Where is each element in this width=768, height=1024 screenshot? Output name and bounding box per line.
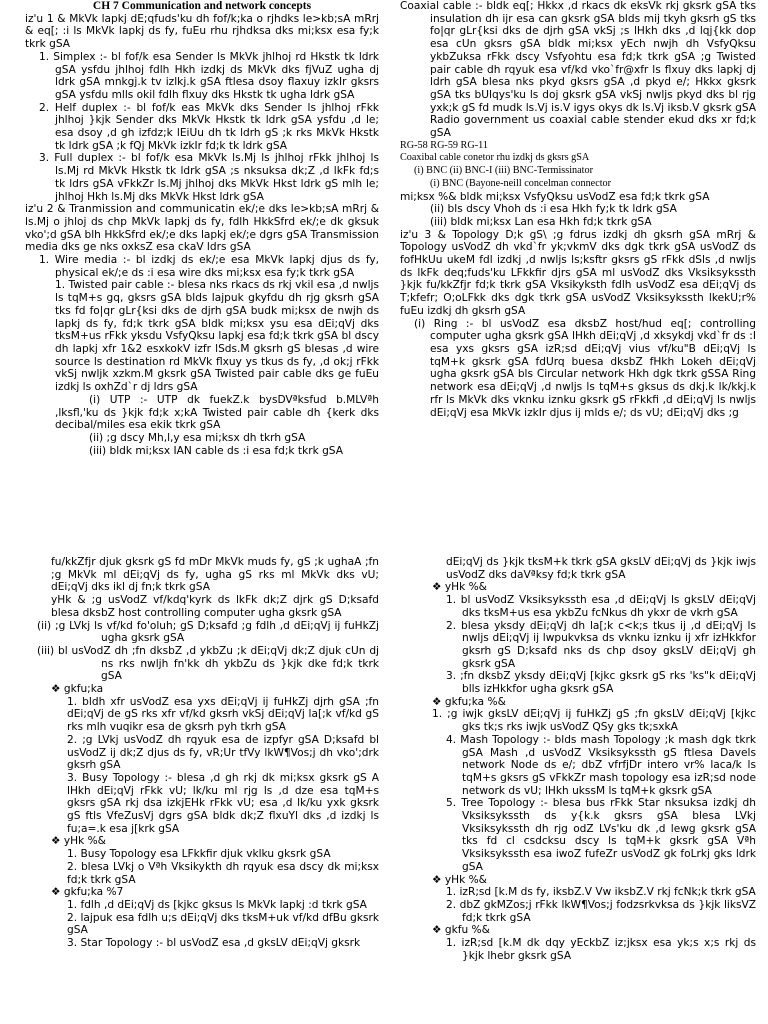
paragraph: iz'u 2 & Tranmission and communicatin ek/;e dks le>kb;sA mRrj & ls.Mj o jhloj ds chp MkVk lapkj ds fy, fdlh HkkSfrd ek/;e dk gksuk vko';d gSA blh HkkSfrd ek/;e dks lapkj ek/;e dgrs gSA Transmission media dks ge nks oxksZ esa ckaV ldrs gSA (25, 203, 379, 254)
paragraph: (ii) bls dscy Vhoh ds :i esa Hkh fy;k tk ldrk gSA (430, 203, 677, 216)
paragraph: 2. ;g LVkj usVodZ dh rqyuk esa de izpfyr gSA D;ksafd bl usVodZ ij dk;Z djus ds fy, vR;Ur tfVy lkW¶Vos;j dh vko';drk gksrh gSA (67, 733, 379, 772)
paragraph: RG-58 RG-59 RG-11 (400, 139, 488, 151)
paragraph: yHk & ;g usVodZ vf/kdq'kyrk ds lkFk dk;Z djrk gS D;ksafd blesa dksbZ host controlling computer ugha gksrk gSA (51, 594, 379, 619)
paragraph: (i) BNC (Bayone-neill concelman connector (430, 177, 612, 189)
paragraph: 3. Star Topology :- bl usVodZ esa ,d gksLV dEi;qVj gksrk (67, 937, 361, 950)
paragraph: (i) BNC (ii) BNC-I (iii) BNC-Termissinator (414, 165, 593, 177)
paragraph: fu/kkZfjr djuk gksrk gS fd mDr MkVk muds fy, gS ;k ughaA ;fn ;g MkVk ml dEi;qVj ds fy, ugha gS rks ml MkVk dks vU; dEi;qVj dks ikl dj fn;k tkrk gSA (51, 556, 379, 594)
paragraph: 2. blesa yksdy dEi;qVj dh la[;k c<k;s tkus ij ,d dEi;qVj ls nwljs dEi;qVj ij lwpukvksa ds vknku iznku ij xfr izHkkfor gksrh gS D;ksafd nks ds chp dsoy gksLV dEi;qVj gh gksrk gSA (446, 619, 756, 670)
paragraph: 1. Wire media :- bl izdkj ds ek/;e esa MkVk lapkj djus ds fy, physical ek/;e ds :i esa wire dks mi;ksx esa fy;k tkrk gSA (39, 254, 379, 279)
page-upper-left-column (25, 0, 379, 457)
paragraph: ❖ gkfu %& (432, 924, 490, 937)
paragraph: mi;ksx %& bldk mi;ksx VsfyQksu usVodZ esa fd;k tkrk gSA (400, 190, 710, 203)
paragraph: 1. Twisted pair cable :- blesa nks rkacs ds rkj vkil esa ,d nwljs ls tqM+s gq, gksrs gSA blds lajpuk gkyfdu dh rjg gksrh gSA tks fd fo|qr gLr{ksi dks de djrh gSA budk mi;ksx de nwjh ds lapkj ds fy, fd;k tkrk gSA bldk mi;ksx ysu esa dEi;qVj dks tksM+us rFkk yksdu VsfyQksu lapkj esa fd;k tkrk gSA bl dscy dh lapkj xfr 1&2 esxkokV izfr lSds.M gksrh gS blesas ,d wire source ls destination rd MkVk flxuy ys tkus ds fy, ,d ok;j rFkk vkSj nwljk xzkm.M gksrk gSA Twisted pair cable dks ge fuEu izdkj ls oxhZd`r dj ldrs gSA (55, 279, 379, 394)
paragraph: dEi;qVj ds }kjk tksM+k tkrk gSA gksLV dEi;qVj ds }kjk iwjs usVodZ dks daVªksy fd;k tkrk gSA (446, 556, 756, 581)
paragraph: 4. Mash Topology :- blds mash Topology ;k mash dgk tkrk gSA Mash ,d usVodZ Vksiksykssth gS ftlesa Davels network Node ds e/; dbZ vfrfjDr intero vr% laca/k ls tqM+s gksrs gS vFkkZr mash topology esa izR;sd node network ds vU; lHkh ukssM ls tqM+k gksrk gSA (446, 733, 756, 797)
paragraph: 1. bl usVodZ Vksiksykssth esa ,d dEi;qVj ls gksLV dEi;qVj dks tksM+us esa ykbZu fcNkus dh ykxr de vkrh gSA (446, 594, 756, 619)
paragraph: (i) Ring :- bl usVodZ esa dksbZ host/hud eq[; controlling computer ugha gksrk gSA lHkh dEi;qVj ,d xksykdj vkd`fr ds :I esa yxs gksrs gSA izR;sd dEi;qVj vius vf/ku"B dEi;qVj ls tqM+k gksrk gSA fdUrq buesa dksbZ fHkh Lokeh dEi;qVj ugha gksrk gSA bls Circular network Hkh dgk tkrk gSSA Ring network esa dEi;qVj ,d nwljs ls tqM+s gksus ds dkj.k lk/kkj.k rfr ls MkVk dks vknku iznku gksrk gS rFkkfi ,d dEi;qVj ls nwljs dEi;qVj esa MkVk izkIr djus ij mlds e/; ds vU; dEi;qVj dks ;g (414, 317, 756, 419)
paragraph: ❖ gkfu;ka %7 (51, 886, 124, 899)
paragraph: 1. Simplex :- bl fof/k esa Sender ls MkVk jhlhoj rd Hkstk tk ldrk gSA ysfdu jhlhoj fdlh Hkh izdkj ds MkVk dks fjVuZ ugha dj ldrk gSA mnkgj.k tv izlkj.k gSA ftlesa dsoy flaxuy izkIr gksrs gSA ysfdu mlls okil fdlh flxuy dks Hkstk tk ugha ldrk gSA (39, 50, 379, 101)
paragraph: 2. Helf duplex :- bl fof/k eas MkVk dks Sender ls jhlhoj rFkk jhlhoj }kjk Sender dks MkVk Hkstk tk ldrk gSA ysfdu ,d le; esa dsoy ,d gh izfdz;k lEiUu dh tk ldrh gS ;k rks MkVk Hkstk tk ldrk gSA ;k fQj MkVk izkIr fd;k tk ldrk gSA (39, 101, 379, 152)
paragraph: 5. Tree Topology :- blesa bus rFkk Star nksuksa izdkj dh Vksiksykssth ds y{k.k gksrs gSA blesa LVkj Vksiksykssth dh rjg odZ LVs'ku dk ,d lewg gksrk gSA tks fd cl csdcksu dscy ls tqM+k gksrk gSA Vªh Vksiksykssth esa iwoZ fufeZr usVodZ gk foLrkj gks ldrk gSA (446, 797, 756, 873)
paragraph: 1. bldh xfr usVodZ esa yxs dEi;qVj ij fuHkZj djrh gSA ;fn dEi;qVj de gS rks xfr vf/kd gksrh vkSj dEi;qVj la[;k vf/kd gS rks mlh vuqikr esa de gksrh pyh tkrh gSA (67, 695, 379, 734)
paragraph: 1. izR;sd [k.M ds fy, iksbZ.V Vw iksbZ.V rkj fcNk;k tkrk gSA (446, 886, 756, 899)
paragraph: 2. dbZ gkMZos;j rFkk lkW¶Vos;j fodzsrkvksa ds }kjk liksVZ fd;k tkrk gSA (446, 898, 756, 924)
paragraph: ❖ yHk %& (432, 581, 487, 594)
paragraph: 1. ;g iwjk gksLV dEi;qVj ij fuHkZj gS ;fn gksLV dEi;qVj [kjkc gks tk;s rks iwjk usVodZ QSy gks tk;sxkA (432, 708, 756, 734)
page-lower-right-column (432, 556, 756, 963)
paragraph: 1. Busy Topology esa LFkkfir djuk vklku gksrk gSA (67, 848, 331, 861)
paragraph: 1. izR;sd [k.M dk dqy yEckbZ iz;jksx esa yk;s x;s rkj ds }kjk lhebr gksrk gSA (446, 937, 756, 962)
paragraph: (ii) ;g LVkj ls vf/kd fo'oluh; gS D;ksafd ;g fdlh ,d dEi;qVj ij fuHkZj ugha gksrk gSA (37, 619, 379, 645)
page-break (0, 532, 768, 556)
paragraph: 3. Full duplex :- bl fof/k esa MkVk ls.Mj ls jhlhoj rFkk jhlhoj ls ls.Mj rd MkVk Hkstk tk ldrk gSA ;s nksuksa dk;Z ,d lkFk fd;s tk ldrs gSA vFkkZr ls.Mj jhlhoj dks MkVk Hkst ldrk gS mlh le; jhlhoj Hkh ls.Mj dks MkVk Hkst ldrk gSA (39, 152, 379, 203)
paragraph: (iii) bldk mi;ksx Lan esa Hkh fd;k tkrk gSA (430, 215, 652, 228)
paragraph: ❖ yHk %& (432, 873, 487, 886)
paragraph: Coaxibal cable conetor rhu izdkj ds gksrs gSA (400, 152, 590, 164)
paragraph: ❖ gkfu;ka (51, 683, 104, 696)
paragraph: 3. Busy Topology :- blesa ,d gh rkj dk mi;ksx gksrk gS A lHkh dEi;qVj rFkk vU; lk/ku ml rjg ls ,d dze esa tqM+s gksrs gSA rkj dsa izkjEHk rFkk vU; esa ,d lk/ku yxk gksrk gS ftls VfeZusVj dgrs gSA bldk dk;Z flxuYl dks ,d izdkj ls fu;a=.k esa j[krk gSA (67, 771, 379, 835)
paragraph: iz'u 3 & Topology D;k gS\ ;g fdrus izdkj dh gksrh gSA mRrj & Topology usVodZ dh vkd`fr yk;vkmV dks dgk tkrk gSA usVodZ ds fofHkUu ukeM fdl izdkj ,d nwljs ls;ksftr gksrs gS rFkk dSls ,d nwljs ds lkFk deq;fuds'ku LFkkfir djrs gSA ml usVodZ dks Vksiksykssth }kjk fu/kkZfjr fd;k tkrk gSA Vksikyksth fdlh usVodZ esa dEi;qVj ds T;kfefr; O;oLFkk dks dgk tkrk gSA usVodZ Vksiksykssth lkekU;r% fuEu izdkj dh gksrh gSA (400, 228, 756, 317)
paragraph: 2. lajpuk esa fdlh u;s dEi;qVj dks tksM+uk vf/kd dfBu gksrk gSA (67, 911, 379, 937)
page-lower-left-column (37, 556, 379, 950)
paragraph: (i) UTP :- UTP dk fuekZ.k bysDVªksfud b.MLVªh ,lksfl,'ku ds }kjk fd;k x;kA Twisted pair cable dh {kerk dks decibal/miles esa ekik tkrk gSA (55, 393, 379, 432)
paragraph: (iii) bldk mi;ksx IAN cable ds :i esa fd;k tkrk gSA (89, 444, 343, 457)
page-lower (0, 556, 768, 1024)
chapter-heading: CH 7 Communication and network concepts (92, 0, 312, 12)
paragraph: 3. ;fn dksbZ yksdy dEi;qVj [kjkc gksrk gS rks 'ks"k dEi;qVj blls izHkkfor ugha gksrk gSA (446, 670, 756, 696)
paragraph: iz'u 1 & MkVk lapkj dE;qfuds'ku dh fof/k;ka o rjhdks le>kb;sA mRrj & eq[; :i ls MkVk lapkj ds fy, fuEu rhu rjhdksa dks mi;ksx esa fy;k tkrk gSA (25, 12, 379, 51)
paragraph: ❖ gkfu;ka %& (432, 695, 506, 708)
paragraph: 2. blesa LVkj o Vªh Vksikykth dh rqyuk esa dscy dk mi;ksx fd;k tkrk gSA (67, 860, 379, 886)
paragraph: (iii) bl usVodZ dh ;fn dksbZ ,d ykbZu ;k dEi;qVj dk;Z djuk cUn dj ns rks nwljh fn'kk dh ykbZu ds }kjk dke fd;k tkrk gSA (37, 644, 379, 683)
page-upper-right-column (400, 0, 756, 419)
paragraph: ❖ yHk %& (51, 835, 106, 848)
paragraph: (ii) ;g dscy Mh,l,y esa mi;ksx dh tkrh gSA (89, 431, 306, 444)
paragraph: Coaxial cable :- bldk eq[; Hkkx ,d rkacs dk eksVk rkj gksrk gSA tks insulation dh ijr esa can gksrk gSA blds mij tkyh gksrh gS tks fo|qr gLr{ksi dks de djrh gSA vkSj ;s lHkh dks ,d lqj{kk dop esa cUn gksrs gSA bldk mi;ksx yEch nwjh dh VsfyQksu ykbZuksa rFkk dscy Vsfyohtu esa fd;k tkrk gSA ;g Twisted pair cable dh rqyuk esa vf/kd vko`fr@xfr ls flxuy dks lapkj dj ldrh gSA blesa nks pkyd gksrs gSA ,d pkyd e/; Hkkx gksrk gSA tks bUlqys'ku ls doj gksrk gSA vkSj nwljs pkyd dks bl rjg yxk;k gS fd mudk ls.Vj is.V igys okys dk ls.Vj iksb.V gksrk gSA Radio government us coaxial cable stender ekud dks xr fd;k gSA (400, 0, 756, 140)
paragraph: 1. fdlh ,d dEi;qVj ds [kjkc gksus ls MkVk lapkj :d tkrk gSA (67, 898, 367, 911)
